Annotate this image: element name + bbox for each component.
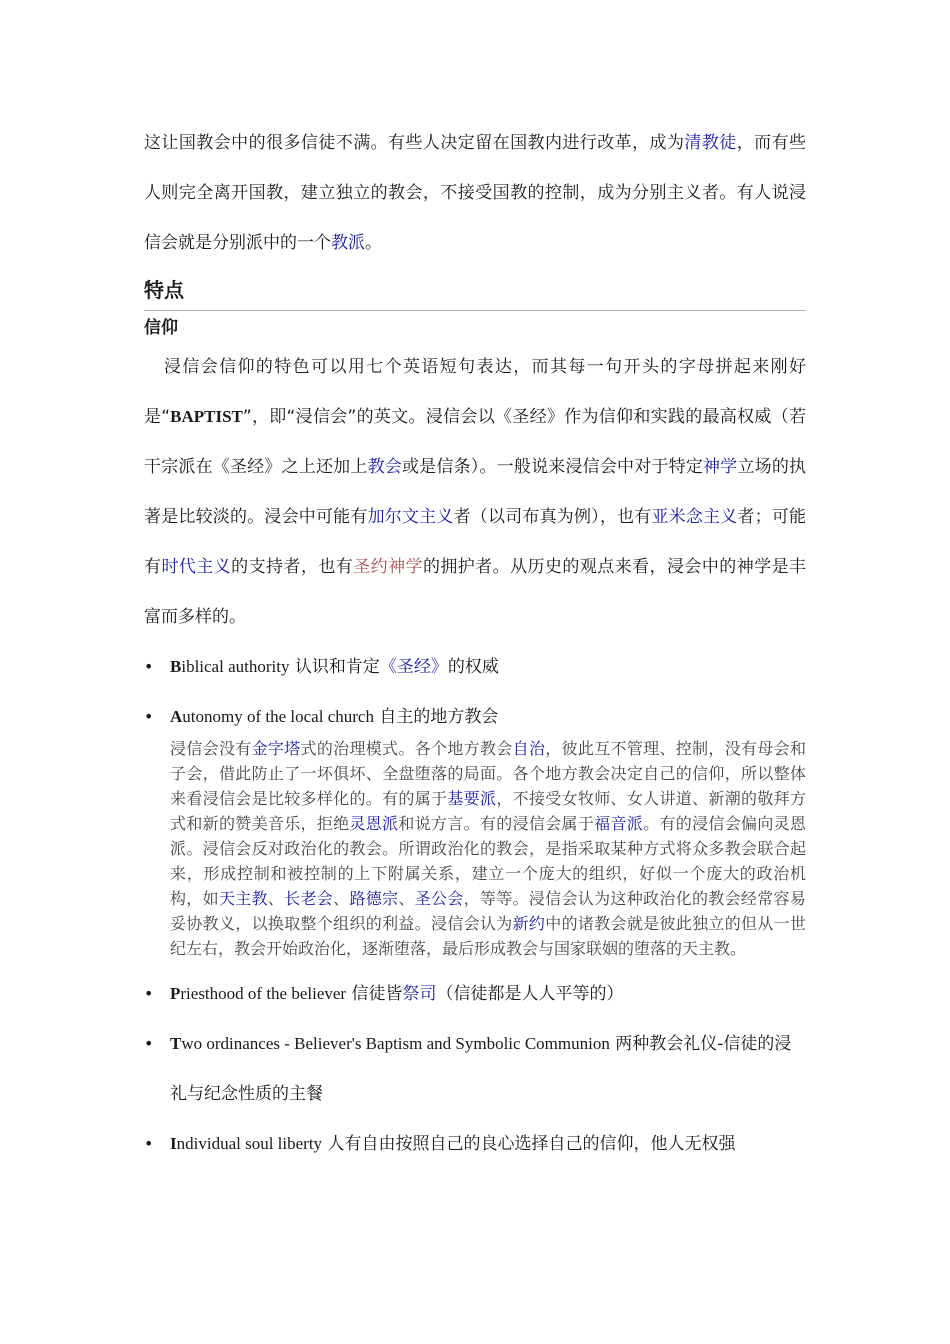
text: iblical authority [181, 657, 290, 676]
text: 。 [365, 233, 382, 253]
text: utonomy of the local church [182, 707, 374, 726]
text: 立场的执著是比较淡的。浸会中可能有 [144, 457, 807, 527]
bullet-icon: • [144, 1034, 154, 1053]
text: 中的诸教会就是彼此独立的但从一世纪左右，教会开始政治化，逐渐堕落，最后形成教会与国家联姻的堕落的天主教。 [170, 914, 806, 958]
text: 者（以司布真为例），也有 [453, 507, 652, 527]
initial-letter: T [170, 1034, 182, 1053]
text: ，彼此互不管理、控制，没有母会和子会，借此防止了一坏俱坏、全盘堕落的局面。各个地方教会决定自己的信仰，所以整体来看浸信会是比较多样化的。有的属于 [170, 739, 806, 808]
list-item-a [144, 692, 806, 961]
autonomy-detail [170, 736, 806, 961]
text: 的权威 [447, 657, 499, 677]
link-covenant-theology[interactable]: 圣约神学 [353, 557, 423, 577]
text: 、 [267, 889, 285, 908]
text: ，等等。浸信会认为这种政治化的教会经常容易妥协教义，以换取整个组织的利益。浸信会认为 [170, 889, 806, 933]
link-anglican[interactable]: 圣公会 [414, 889, 464, 908]
text: 自主的地方教会 [373, 707, 499, 727]
baptist-acronym: BAPTIST [170, 407, 243, 426]
text: 人有自由按照自己的良心选择自己的信仰，他人无权强 [322, 1134, 736, 1154]
link-autonomy[interactable]: 自治 [512, 739, 546, 758]
link-puritans[interactable]: 清教徒 [684, 133, 737, 153]
link-catholic[interactable]: 天主教 [218, 889, 268, 908]
text: 浸信会没有 [170, 739, 252, 758]
link-presbyterian[interactable]: 长老会 [284, 889, 334, 908]
subsection-heading: 信仰 [144, 318, 178, 338]
text: 这让国教会中的很多信徒不满。有些人决定留在国教内进行改革，成为 [144, 133, 685, 153]
item-english [170, 1134, 322, 1153]
initial-letter: B [170, 657, 182, 676]
text: 者；可能有 [144, 507, 807, 577]
bullet-icon: • [144, 1134, 154, 1153]
text: 、 [398, 889, 415, 908]
text: 的拥护者。从历史的观点来看，浸会中的神学是丰富而多样的。 [144, 557, 807, 627]
text: 、 [333, 889, 350, 908]
bullet-icon: • [144, 657, 154, 676]
link-arminianism[interactable]: 亚米念主义 [651, 507, 738, 527]
list-item-i [144, 1119, 806, 1169]
link-evangelical[interactable]: 福音派 [594, 814, 644, 833]
bullet-icon: • [144, 707, 154, 726]
item-english [170, 984, 346, 1003]
text: ndividual soul liberty [176, 1134, 323, 1153]
link-lutheran[interactable]: 路德宗 [349, 889, 399, 908]
section-heading: 特点 [144, 276, 806, 311]
text: 的支持者，也有 [231, 557, 354, 577]
link-bible[interactable]: 《圣经》 [379, 657, 448, 677]
text: ，而有些人则完全离开国教，建立独立的教会，不接受国教的控制，成为分别主义者。有人说浸信会就是分别派中的一个 [144, 133, 807, 253]
item-english [170, 1034, 610, 1053]
text: 或是信条）。一般说来浸信会中对于特定 [401, 457, 704, 477]
text: riesthood of the believer [180, 984, 347, 1003]
link-pyramid[interactable]: 金字塔 [251, 739, 301, 758]
text: ”，即“浸信会”的英文。浸信会以《圣经》作为信仰和实践的最高权威（若干宗派在《圣经》之上还加上 [144, 407, 807, 477]
list-item-p [144, 969, 806, 1019]
link-dispensationalism[interactable]: 时代主义 [161, 557, 232, 577]
text: 认识和肯定 [289, 657, 380, 677]
text: 浸信会信仰的特色可以用七个英语短句表达，而其每一句开头的字母拼起来刚好是“ [144, 357, 806, 427]
initial-letter: I [170, 1134, 177, 1153]
document-page [144, 118, 806, 1169]
bullet-icon: • [144, 984, 154, 1003]
text: ，不接受女牧师、女人讲道、新潮的敬拜方式和新的赞美音乐，拒绝 [170, 789, 806, 833]
link-fundamentalism[interactable]: 基要派 [447, 789, 497, 808]
text: wo ordinances - Believer's Baptism and Symbolic Communion [181, 1034, 610, 1053]
link-charismatic[interactable]: 灵恩派 [349, 814, 399, 833]
initial-letter: P [170, 984, 181, 1003]
list-item-t [144, 1019, 806, 1119]
text: 式的治理模式。各个地方教会 [300, 739, 513, 758]
text: 两种教会礼仪-信徒的浸礼与纪念性质的主餐 [170, 1034, 792, 1104]
link-denomination[interactable]: 教派 [331, 233, 365, 253]
text: 。有的浸信会偏向灵恩派。浸信会反对政治化的教会。所谓政治化的教会，是指采取某种方式将众多教会联合起来，形成控制和被控制的上下附属关系，建立一个庞大的组织，好似一个庞大的政治机构，如 [170, 814, 806, 908]
text: 信徒皆 [346, 984, 403, 1004]
intro-paragraph [144, 118, 806, 268]
text: 和说方言。有的浸信会属于 [398, 814, 595, 833]
text: （信徒都是人人平等的） [436, 984, 624, 1004]
link-priest[interactable]: 祭司 [402, 984, 437, 1004]
list-item-b [144, 642, 806, 692]
link-theology[interactable]: 神学 [703, 457, 738, 477]
link-new-testament[interactable]: 新约 [512, 914, 546, 933]
initial-letter: A [170, 707, 183, 726]
baptist-list [144, 642, 806, 1169]
faith-paragraph [144, 342, 806, 642]
item-english [170, 657, 289, 676]
link-calvinism[interactable]: 加尔文主义 [367, 507, 454, 527]
item-english [170, 707, 374, 726]
link-church[interactable]: 教会 [367, 457, 402, 477]
